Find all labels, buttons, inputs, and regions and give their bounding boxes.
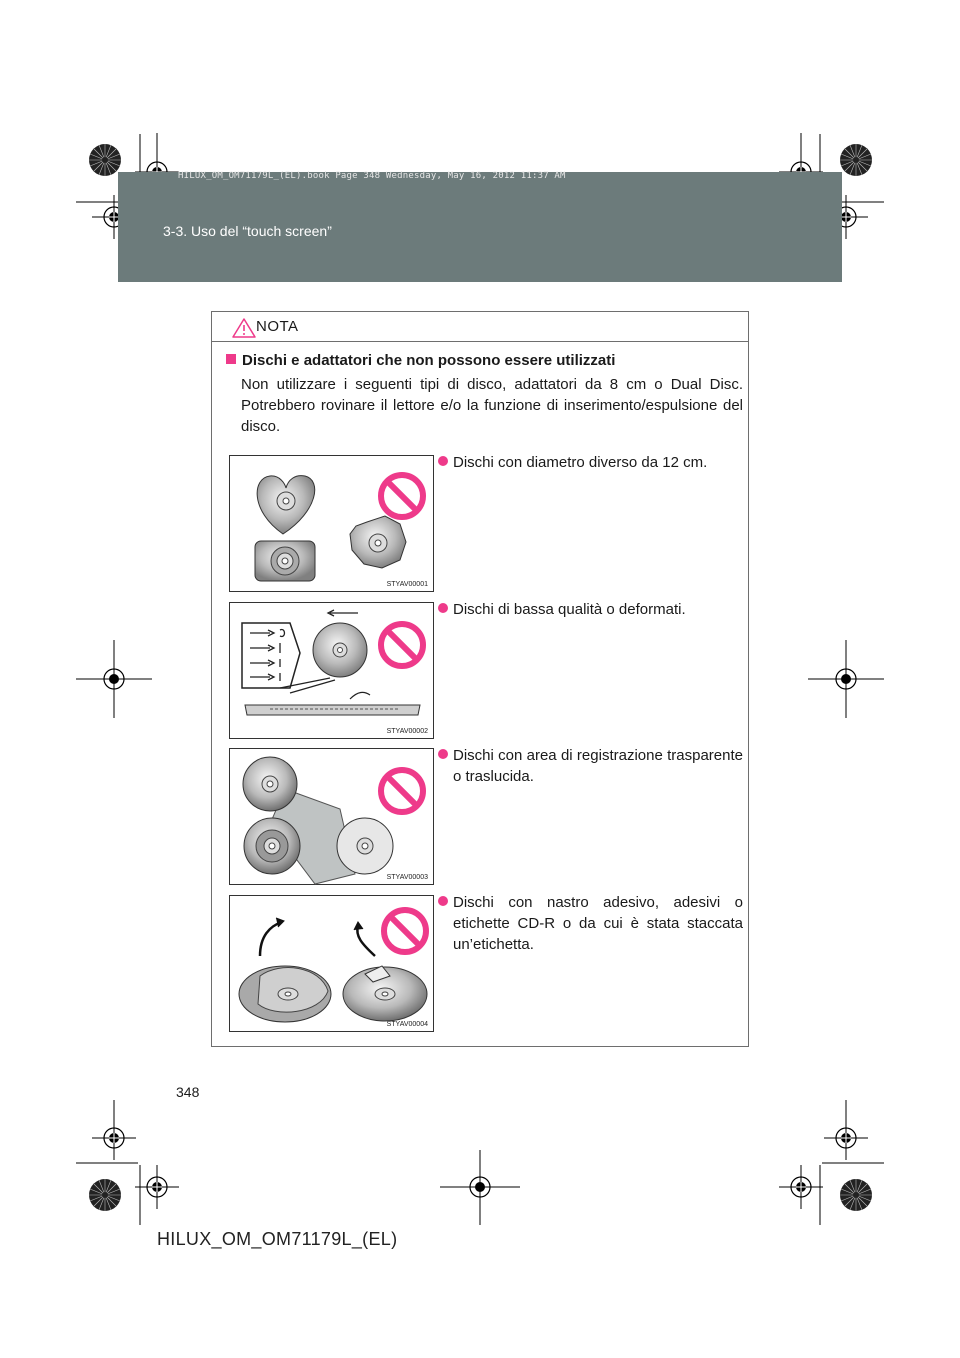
bullet-dot-icon [438, 749, 448, 759]
caution-header [212, 312, 748, 342]
figure-code: STYAV00002 [386, 728, 428, 735]
figure-deformed-discs [229, 602, 434, 739]
subheading [226, 352, 615, 369]
figure-labelled-discs [229, 895, 434, 1032]
bullet-item: Dischi con area di registrazione trasparente o traslucida. [453, 745, 743, 787]
figure-code: STYAV00003 [386, 874, 428, 881]
figure-transparent-discs [229, 748, 434, 885]
section-title: 3-3. Uso del “touch screen” [163, 223, 332, 239]
bullet-item: Dischi con diametro diverso da 12 cm. [453, 452, 743, 473]
bullet-dot-icon [438, 603, 448, 613]
figure-code: STYAV00001 [386, 581, 428, 588]
figure-odd-shaped-discs [229, 455, 434, 592]
page-number: 348 [176, 1084, 200, 1100]
bullet-dot-icon [438, 896, 448, 906]
bullet-item: Dischi con nastro adesivo, adesivi o etichette CD-R o da cui è stata staccata un’etichetta. [453, 892, 743, 955]
caution-label: NOTA [256, 318, 299, 335]
square-bullet-icon [226, 354, 236, 364]
bullet-dot-icon [438, 456, 448, 466]
intro-paragraph: Non utilizzare i seguenti tipi di disco, adattatori da 8 cm o Dual Disc. Potrebbero rovinare il lettore e/o la funzione di inserimento/espulsione del disco. [241, 376, 743, 435]
warning-icon [232, 318, 256, 338]
subheading-text: Dischi e adattatori che non possono essere utilizzati [242, 352, 616, 369]
caution-box [211, 311, 749, 1047]
figure-code: STYAV00004 [386, 1021, 428, 1028]
print-slug: HILUX_OM_OM71179L_(EL).book Page 348 Wednesday, May 16, 2012 11:37 AM [178, 171, 566, 181]
document-code: HILUX_OM_OM71179L_(EL) [157, 1229, 398, 1249]
bullet-item: Dischi di bassa qualità o deformati. [453, 599, 743, 620]
